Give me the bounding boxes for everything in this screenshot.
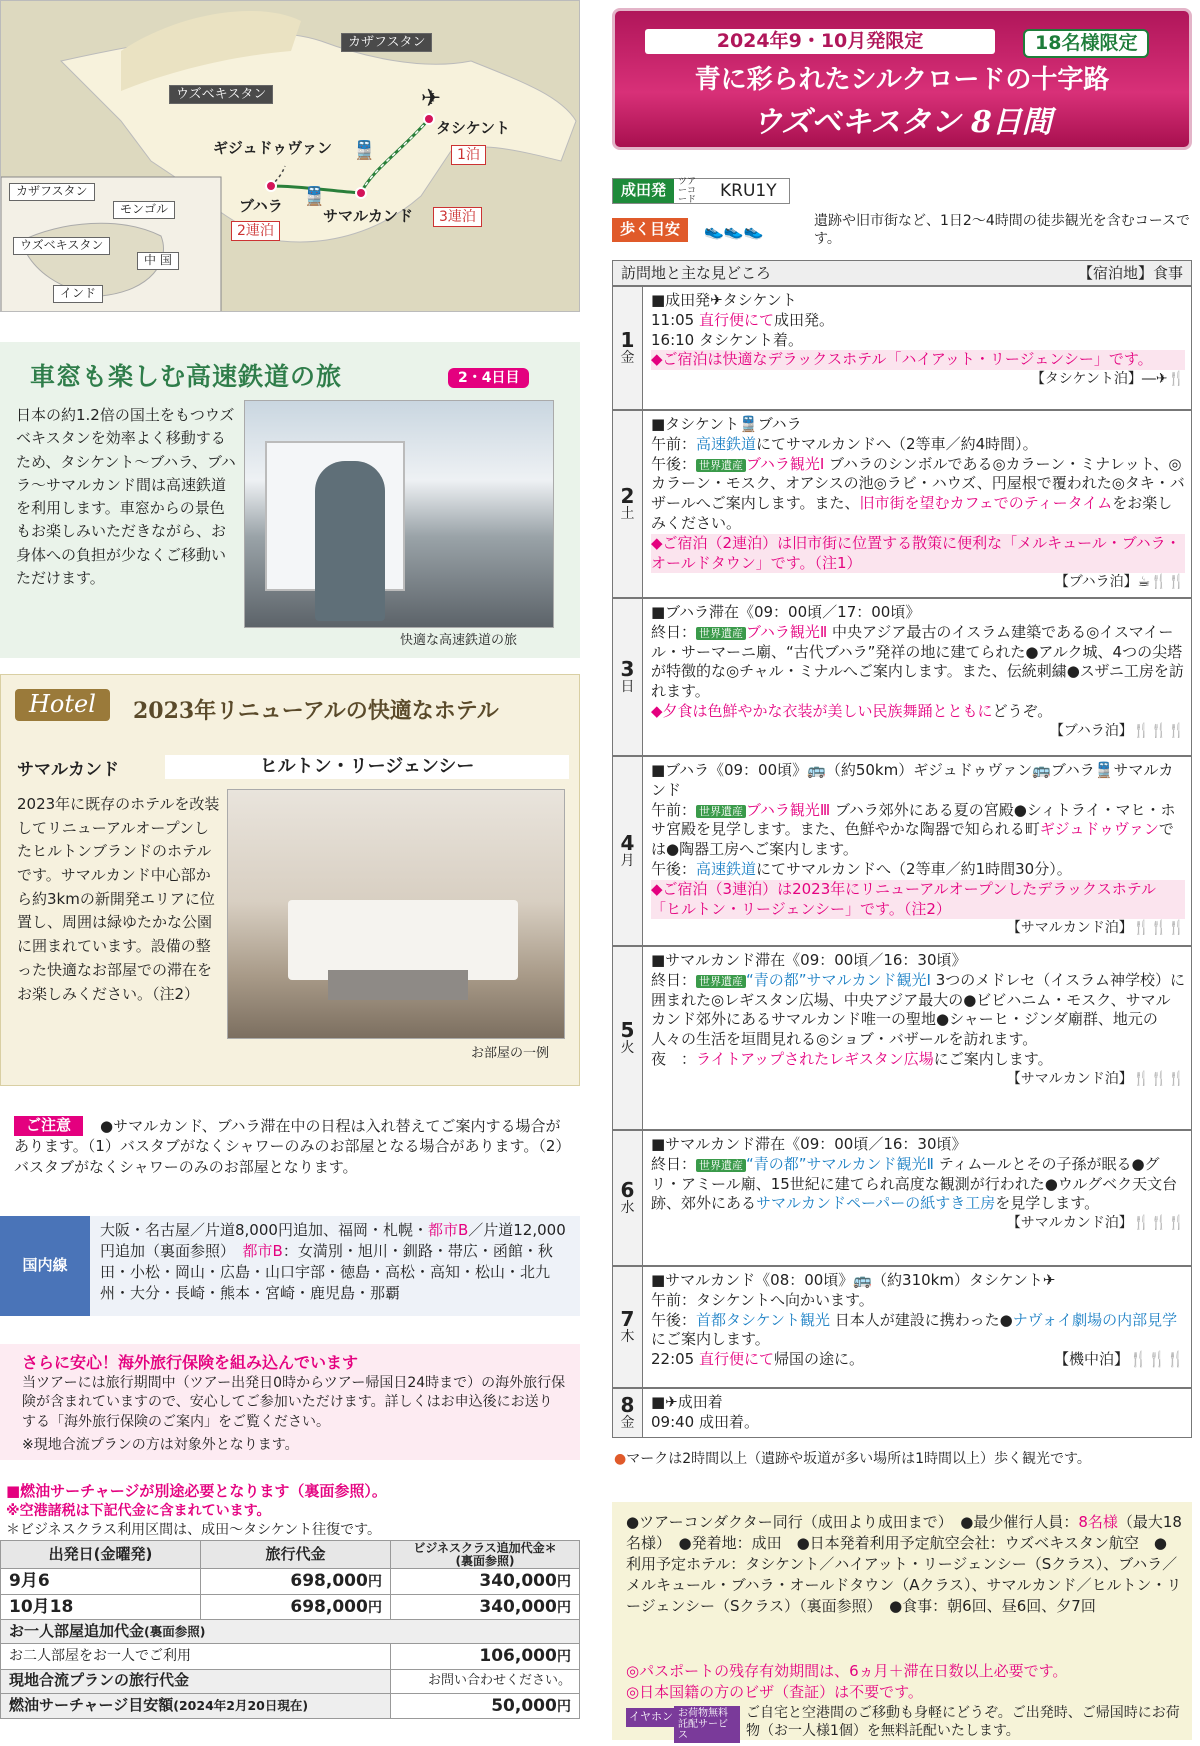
tour-code: KRU1Y: [720, 180, 777, 201]
day-row-5: [612, 946, 1192, 1130]
luggage-badge: お荷物無料託配サービス: [674, 1706, 740, 1743]
insurance-title: さらに安心！海外旅行保険を組み込んでいます: [22, 1353, 359, 1372]
day-number: 7 木: [613, 1267, 643, 1387]
biz-note: ＊ビジネスクラス利用区間は、成田～タシケント往復です。: [6, 1522, 382, 1538]
insurance-note: ※現地合流プランの方は対象外となります。: [22, 1437, 299, 1453]
notice-label: ご注意: [14, 1116, 83, 1136]
row-biz: 340,000円: [391, 1569, 580, 1594]
day-row-2: [612, 410, 1192, 598]
local-row: [1, 1669, 580, 1693]
fuel-label: 燃油サーチャージ目安額(2024年2月20日現在): [1, 1693, 391, 1718]
train-icon-2: 🚆: [303, 186, 326, 207]
city-khiva: ギジュドゥヴァン: [213, 139, 333, 157]
train-icon: 🚆: [353, 140, 376, 161]
notice-box: [0, 1112, 580, 1192]
hotel-title: 2023年リニューアルの快適なホテル: [133, 698, 499, 724]
walk-desc: 遺跡や旧市街など、1日2～4時間の徒歩観光を含むコースです。: [814, 213, 1191, 248]
hotel-room-photo: [227, 789, 565, 1039]
day-row-3: [612, 598, 1192, 756]
tour-code-row: [612, 178, 790, 204]
row-date: 9月6: [1, 1569, 201, 1594]
bukhara-marker: [265, 180, 277, 192]
itinerary-right-head: 【宿泊地】食事: [1077, 264, 1183, 282]
day-text: ■✈成田着 09:40 成田着。: [651, 1393, 759, 1431]
domestic-box: [0, 1216, 580, 1316]
local-label: 現地合流プランの旅行代金: [1, 1669, 391, 1693]
train-caption: 快適な高速鉄道の旅: [400, 633, 518, 648]
train-panel: [0, 342, 580, 658]
tour-title-line1: 青に彩られたシルクロードの十字路: [694, 65, 1110, 95]
tour-title-line2: ウズベキスタン 8日間: [752, 105, 1052, 140]
single-label-row: [1, 1620, 580, 1644]
inset-india: インド: [53, 285, 103, 303]
day-number: 2 土: [613, 411, 643, 597]
city-bukhara: ブハラ: [239, 197, 283, 215]
stay-info: 【サマルカンド泊】🍴🍴🍴: [1006, 1215, 1185, 1232]
stay-info: 【機中泊】🍴🍴🍴: [1053, 1350, 1185, 1369]
day-number: 3 日: [613, 599, 643, 755]
row-price: 698,000円: [201, 1569, 391, 1594]
table-row: [1, 1569, 580, 1594]
day-text: ■タシケント🚆ブハラ 午前：高速鉄道にてサマルカンドへ（2等車／約4時間）。 午後： 世界遺産 ブハラ観光Ⅰ ブハラのシンボルである◎カラーン・ミナレット、◎カラーン・モスク、オアシスの池◎ラビ・ハウズ、円屋根で覆われた◎タキ・バザールへご案内します。また、旧市街を望むカフェでのティータイムをお楽しみください。 ◆ご宿泊（2連泊）は旧市街に位置する散策に便利な「メルキュール・ブハラ・オールドタウン」です。（注1） 【ブハラ泊】☕🍴🍴: [651, 415, 1185, 591]
hotel-badge: Hotel: [15, 689, 110, 721]
day-text: ■成田発✈タシケント 11:05 直行便にて成田発。 16:10 タシケント着。 ◆ご宿泊は快適なデラックスホテル「ハイアット・リージェンシー」です。 【タシケント泊】―✈🍴: [651, 291, 1185, 388]
inset-mongolia: モンゴル: [113, 201, 175, 219]
bukhara-nights: 2連泊: [231, 221, 280, 241]
hotel-panel: [0, 674, 580, 1086]
passport-note: ◎パスポートの残存有効期間は、6ヵ月＋滞在日数以上必要です。: [626, 1662, 1068, 1680]
tour-date: 2024年9・10月発限定: [645, 29, 995, 54]
single-desc: お二人部屋をお一人でご利用: [1, 1644, 391, 1669]
inset-china: 中 国: [137, 252, 179, 270]
day-text: ■サマルカンド滞在《09：00頃／16：30頃》 終日： 世界遺産 “青の都”サマルカンド観光Ⅰ 3つのメドレセ（イスラム神学校）に囲まれた◎レギスタン広場、中央アジア最大の●ビビハニム・モスク、サマルカンド郊外にあるサマルカンド唯一の聖地●シャーヒ・ジンダ廟群、地元の人々の生活を垣間見れる◎ショブ・バザールを訪れます。 夜 ：ライトアップされたレギスタン広場にご案内します。 【サマルカンド泊】🍴🍴🍴: [651, 951, 1185, 1087]
inset-uzbekistan: ウズベキスタン: [13, 237, 110, 255]
city-tashkent: タシケント: [436, 119, 510, 137]
domestic-text: 大阪・名古屋／片道8,000円追加、福岡・札幌・都市B／片道12,000円追加（裏面参照） 都市B：女満別・旭川・釧路・帯広・函館・秋田・小松・岡山・広島・山口宇部・徳島・高松・高知・松山・北九州・大分・長崎・熊本・宮崎・鹿児島・那覇: [100, 1221, 566, 1302]
tashkent-marker: [423, 113, 435, 125]
row-biz: 340,000円: [391, 1594, 580, 1619]
hotel-text: 2023年に既存のホテルを改装してリニューアルオープンしたヒルトンブランドのホテルです。サマルカンド中心部から約3kmの新開発エリアに位置し、周囲は緑ゆたかな公園に囲まれています。設備の整った快適なお部屋での滞在をお楽しみください。（注2）: [17, 795, 220, 1003]
insurance-box: [0, 1344, 580, 1460]
route-map: [0, 0, 580, 312]
fuel-note: ■燃油サーチャージが別途必要となります（裏面参照）。: [6, 1482, 387, 1500]
stay-info: 【サマルカンド泊】🍴🍴🍴: [1006, 920, 1185, 937]
insurance-text: 当ツアーには旅行期間中（ツアー出発日0時からツアー帰国日24時まで）の海外旅行保険が含まれていますので、安心してご参加いただけます。詳しくはお申込後にお送りする「海外旅行保険のご案内」をご覧ください。: [22, 1375, 566, 1430]
label-kazakhstan: カザフスタン: [341, 33, 432, 52]
header-price: 旅行代金: [201, 1541, 391, 1569]
stay-info: 【ブハラ泊】☕🍴🍴: [1054, 574, 1185, 591]
city-samarkand: サマルカンド: [323, 207, 414, 225]
day-number: 4 月: [613, 757, 643, 945]
day-number: 6 水: [613, 1131, 643, 1265]
walk-note: ●マークは2時間以上（遺跡や坂道が多い場所は1時間以上）歩く観光です。: [614, 1451, 1091, 1467]
day-number: 1 金: [613, 287, 643, 409]
day-row-7: [612, 1266, 1192, 1388]
local-value: お問い合わせください。: [391, 1669, 580, 1693]
notice-text: ●サマルカンド、ブハラ滞在中の日程は入れ替えてご案内する場合があります。（1）バスタブがなくシャワーのみのお部屋となる場合があります。（2）バスタブがなくシャワーのみのお部屋となります。: [14, 1117, 571, 1176]
hotel-name: ヒルトン・リージェンシー: [165, 755, 569, 779]
label-uzbekistan: ウズベキスタン: [169, 85, 273, 104]
train-text: 日本の約1.2倍の国土をもつウズベキスタンを効率よく移動するため、タシケント～ブハラ、ブハラ～サマルカンド間は高速鉄道を利用します。車窓からの景色もお楽しみいただきながら、お身体への負担が少なくご移動いただけます。: [16, 406, 236, 587]
shoe-icon: 👟👟👟: [704, 221, 764, 240]
tashkent-nights: 1泊: [451, 145, 486, 165]
day-row-1: [612, 286, 1192, 410]
info-text: ●ツアーコンダクター同行（成田より成田まで） ●最少催行人員：8名様（最大18名様） ●発着地：成田 ●日本発着利用予定航空会社：ウズベキスタン航空 ●利用予定ホテル：タシケント／ハイアット・リージェンシー（Sクラス）、ブハラ／メルキュール・ブハラ・オールドタウン（Aクラス）、サマルカンド／ヒルトン・リージェンシー（Sクラス）（裏面参照） ●食事：朝6回、昼6回、夕7回: [626, 1513, 1182, 1615]
from-label: 成田発: [613, 179, 674, 203]
day-text: ■ブハラ《09：00頃》🚌（約50km）ギジュドゥヴァン🚌ブハラ🚆サマルカンド 午前： 世界遺産 ブハラ観光Ⅲ ブハラ郊外にある夏の宮殿●シィトライ・マヒ・ホサ宮殿を見学します。また、色鮮やかな陶器で知られる町ギジュドゥヴァンでは●陶器工房へご案内します。 午後：高速鉄道にてサマルカンドへ（2等車／約1時間30分）。 ◆ご宿泊（3連泊）は2023年にリニューアルオープンしたデラックスホテル「ヒルトン・リージェンシー」です。（注2） 【サマルカンド泊】🍴🍴🍴: [651, 761, 1185, 937]
samarkand-nights: 3連泊: [433, 207, 482, 227]
fuel-row: [1, 1693, 580, 1718]
price-table: [0, 1540, 580, 1719]
airplane-icon: ✈: [421, 84, 442, 112]
header-biz: ビジネスクラス追加代金＊ (裏面参照): [391, 1541, 580, 1569]
day-number: 8 金: [613, 1389, 643, 1437]
inset-kazakhstan: カザフスタン: [9, 183, 95, 201]
walk-label: 歩く目安: [612, 218, 688, 242]
tax-note: ※空港諸税は下記代金に含まれています。: [6, 1503, 271, 1519]
code-label: ツアーコード: [678, 176, 697, 205]
luggage-text: ご自宅と空港間のご移動も身軽にどうぞ。ご出発時、ご帰国時にお荷物（お一人様1個）を無料託配いたします。: [746, 1705, 1180, 1740]
day-row-8: [612, 1388, 1192, 1438]
day-row-6: [612, 1130, 1192, 1266]
visa-note: ◎日本国籍の方のビザ（査証）は不要です。: [626, 1683, 923, 1701]
samarkand-marker: [355, 187, 367, 199]
price-header-row: [1, 1541, 580, 1569]
table-row: [1, 1594, 580, 1619]
walk-mark-icon: ●: [614, 1451, 627, 1467]
day-row-4: [612, 756, 1192, 946]
info-box: [612, 1502, 1192, 1740]
stay-info: 【ブハラ泊】🍴🍴🍴: [1049, 722, 1185, 739]
day-number: 5 火: [613, 947, 643, 1129]
walk-row: [612, 212, 1192, 256]
stay-info: 【タシケント泊】―✈🍴: [1030, 371, 1185, 388]
single-row: [1, 1644, 580, 1669]
tour-header: [612, 8, 1192, 150]
train-title: 車窓も楽しむ高速鉄道の旅: [30, 362, 343, 391]
hotel-caption: お部屋の一例: [471, 1046, 550, 1061]
header-date: 出発日(金曜発): [1, 1541, 201, 1569]
day-text: ■サマルカンド《08：00頃》🚌（約310km）タシケント✈ 午前：タシケントへ向かいます。 午後：首都タシケント観光 日本人が建設に携わった●ナヴォイ劇場の内部見学にご案内します。 22:05 直行便にて帰国の途に。 【機中泊】🍴🍴🍴: [651, 1271, 1185, 1369]
easy-badge: イヤホン: [626, 1708, 676, 1727]
tour-limit: 18名様限定: [1023, 29, 1149, 58]
fuel-value: 50,000円: [391, 1693, 580, 1718]
itinerary-left-head: 訪問地と主な見どころ: [621, 264, 772, 282]
single-label: お一人部屋追加代金(裏面参照): [1, 1620, 580, 1644]
day-text: ■サマルカンド滞在《09：00頃／16：30頃》 終日： 世界遺産 “青の都”サマルカンド観光Ⅱ ティムールとその子孫が眠る●グリ・アミール廟、15世紀に建てられ高度な観測が行われた●ウルグベク天文台跡、郊外にあるサマルカンドペーパーの紙すき工房を見学します。 【サマルカンド泊】🍴🍴🍴: [651, 1135, 1185, 1232]
domestic-label: 国内線: [0, 1216, 90, 1316]
train-day-tag: 2・4日目: [448, 368, 529, 388]
row-price: 698,000円: [201, 1594, 391, 1619]
single-price: 106,000円: [391, 1644, 580, 1669]
row-date: 10月18: [1, 1594, 201, 1619]
day-text: ■ブハラ滞在《09：00頃／17：00頃》 終日： 世界遺産 ブハラ観光Ⅱ 中央アジア最古のイスラム建築である◎イスマイール・サーマーニ廟、“古代ブハラ”発祥の地に建てられた●アルク城、4つの尖塔が特徴的な◎チャル・ミナルへご案内します。また、伝統刺繍●スザニ工房を訪れます。 ◆夕食は色鮮やかな衣装が美しい民族舞踊とともにどうぞ。 【ブハラ泊】🍴🍴🍴: [651, 603, 1185, 739]
stay-info: 【サマルカンド泊】🍴🍴🍴: [1006, 1070, 1185, 1087]
hotel-city: サマルカンド: [17, 760, 119, 780]
itinerary-header: [612, 260, 1192, 286]
train-photo: [244, 400, 554, 628]
